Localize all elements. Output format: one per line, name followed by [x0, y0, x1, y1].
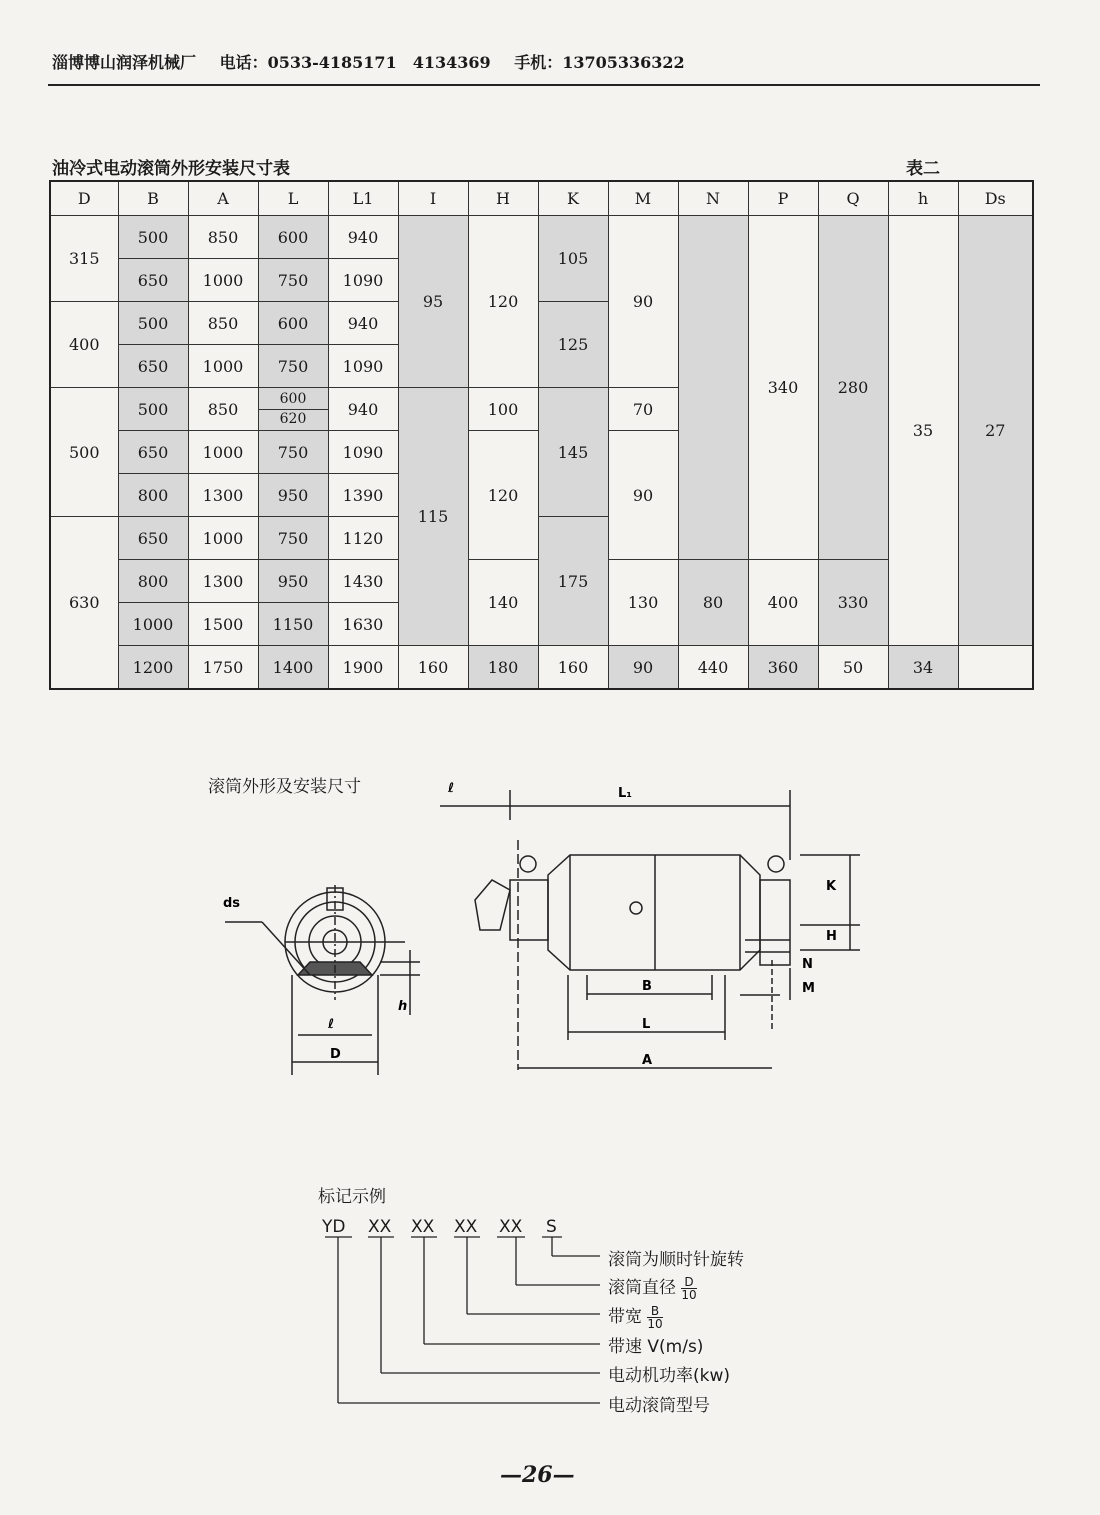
cell-A: 850: [188, 302, 258, 345]
label-d: ℓ: [328, 1017, 335, 1032]
cell-K: 145: [538, 388, 608, 517]
cell-L: 950: [258, 560, 328, 603]
col-header: P: [748, 181, 818, 216]
cell-L1: 1430: [328, 560, 398, 603]
fraction-b-10: $\frac{B}{10}$: [647, 1303, 663, 1331]
cell-K: 105: [538, 216, 608, 302]
mobile-number: 手机：13705336322: [514, 53, 685, 72]
cell-L1: 1120: [328, 517, 398, 560]
col-header: Ds: [958, 181, 1033, 216]
junction-box: [475, 880, 510, 930]
col-header: H: [468, 181, 538, 216]
cell-Ds: 34: [888, 646, 958, 690]
cell-H: 100: [468, 388, 538, 431]
cell-L1: 940: [328, 388, 398, 431]
cell-A: 850: [188, 388, 258, 431]
cell-L1: 940: [328, 216, 398, 259]
cell-P: 440: [678, 646, 748, 690]
label-L1: L₁: [618, 786, 632, 801]
cell-B: 500: [118, 302, 188, 345]
cell-A: 1300: [188, 560, 258, 603]
cell-h: 50: [818, 646, 888, 690]
cell-Q: 330: [818, 560, 888, 646]
cell-B: 1200: [118, 646, 188, 690]
cell-B: 800: [118, 560, 188, 603]
cell-K: 175: [538, 517, 608, 646]
cell-L-lower: 620: [259, 409, 328, 429]
cell-A: 1500: [188, 603, 258, 646]
cell-B: 1000: [118, 603, 188, 646]
cell-A: 1000: [188, 431, 258, 474]
cell-A: 1000: [188, 259, 258, 302]
cell-h: 35: [888, 216, 958, 646]
cell-L1: 1090: [328, 431, 398, 474]
cell-L: 600: [258, 216, 328, 259]
legend-diameter: [608, 1273, 697, 1301]
cell-L: 1400: [258, 646, 328, 690]
cell-A: 1000: [188, 345, 258, 388]
marking-title: 标记示例: [318, 1187, 386, 1207]
drum-center-mark: [630, 902, 642, 914]
cell-L: 750: [258, 259, 328, 302]
cell-D: 315: [50, 216, 118, 302]
col-header: B: [118, 181, 188, 216]
cell-L: 950: [258, 474, 328, 517]
cell-I: 115: [398, 388, 468, 646]
phone-numbers: 电话：0533-4185171 4134369: [219, 53, 491, 72]
label-N: N: [802, 957, 813, 972]
col-header: Q: [818, 181, 888, 216]
cell-A: 850: [188, 216, 258, 259]
legend-model: 电动滚筒型号: [608, 1396, 710, 1416]
cell-L: 1150: [258, 603, 328, 646]
cell-H: 140: [468, 560, 538, 646]
label-H: H: [826, 929, 837, 944]
label-D: D: [330, 1047, 341, 1062]
cell-L1: 1090: [328, 345, 398, 388]
cell-M: 70: [608, 388, 678, 431]
label-ds: ds: [223, 896, 241, 911]
cell-D: 500: [50, 388, 118, 517]
cell-D: 400: [50, 302, 118, 388]
legend-belt-width: [608, 1302, 663, 1330]
code-yd: YD: [322, 1217, 346, 1237]
cell-L-upper: 600: [279, 390, 307, 407]
legend-belt-speed: 带速 V(m/s): [608, 1337, 704, 1357]
cell-H: 120: [468, 431, 538, 560]
cell-B: 650: [118, 345, 188, 388]
col-header: M: [608, 181, 678, 216]
label-M: M: [802, 981, 815, 996]
cell-N: 90: [608, 646, 678, 690]
cell-M: 130: [608, 560, 678, 646]
label-l: ℓ: [448, 781, 455, 796]
legend-diameter-label: 滚筒直径: [608, 1278, 676, 1298]
cell-Q: 360: [748, 646, 818, 690]
cell-L: 600: [258, 302, 328, 345]
cell-B: 650: [118, 259, 188, 302]
legend-belt-width-label: 带宽: [608, 1307, 642, 1327]
code-xx: XX: [411, 1217, 435, 1237]
cell-B: 650: [118, 431, 188, 474]
cell-L1: 1090: [328, 259, 398, 302]
table-title: 油冷式电动滚筒外形安装尺寸表: [52, 159, 290, 179]
company-name: 淄博博山润泽机械厂: [52, 53, 197, 72]
cell-M: 160: [538, 646, 608, 690]
page-number: —26—: [500, 1462, 575, 1488]
cell-M: 90: [608, 431, 678, 560]
table-number: 表二: [906, 159, 940, 179]
col-header: L: [258, 181, 328, 216]
cell-B: 800: [118, 474, 188, 517]
cell-K: 125: [538, 302, 608, 388]
col-header: D: [50, 181, 118, 216]
label-B: B: [642, 979, 652, 994]
col-header: A: [188, 181, 258, 216]
cell-H: 160: [398, 646, 468, 690]
cell-B: 500: [118, 388, 188, 431]
cell-A: 1750: [188, 646, 258, 690]
code-xx: XX: [499, 1217, 523, 1237]
cell-Q: 280: [818, 216, 888, 560]
cell-I: 95: [398, 216, 468, 388]
cell-L: 750: [258, 431, 328, 474]
cell-K: 180: [468, 646, 538, 690]
cell-A: 1300: [188, 474, 258, 517]
cell-M: 90: [608, 216, 678, 388]
legend-motor-power: 电动机功率(kw): [608, 1366, 731, 1386]
cell-B: 650: [118, 517, 188, 560]
col-header: h: [888, 181, 958, 216]
cell-L1: 1900: [328, 646, 398, 690]
cell-P: 400: [748, 560, 818, 646]
drum-body: [548, 855, 760, 970]
code-xx: XX: [454, 1217, 478, 1237]
cell-L1: 940: [328, 302, 398, 345]
cell-L: 750: [258, 517, 328, 560]
label-A: A: [642, 1053, 653, 1068]
label-L: L: [642, 1017, 651, 1032]
figure-title: 滚筒外形及安装尺寸: [208, 777, 361, 797]
col-header: K: [538, 181, 608, 216]
cell-H: 120: [468, 216, 538, 388]
label-K: K: [826, 879, 837, 894]
cell-Ds: 27: [958, 216, 1033, 646]
col-header: I: [398, 181, 468, 216]
fraction-d-10: $\frac{D}{10}$: [681, 1274, 697, 1302]
cell-L: 750: [258, 345, 328, 388]
code-xx: XX: [368, 1217, 392, 1237]
col-header: L1: [328, 181, 398, 216]
cell-L1: 1390: [328, 474, 398, 517]
cell-A: 1000: [188, 517, 258, 560]
legend-rotation: 滚筒为顺时针旋转: [608, 1250, 744, 1270]
code-s: S: [546, 1217, 557, 1237]
cell-N: 80: [678, 560, 748, 646]
cell-B: 500: [118, 216, 188, 259]
cell-L1: 1630: [328, 603, 398, 646]
label-h: h: [398, 999, 408, 1014]
cell-P: 340: [748, 216, 818, 560]
col-header: N: [678, 181, 748, 216]
cell-D: 630: [50, 517, 118, 690]
